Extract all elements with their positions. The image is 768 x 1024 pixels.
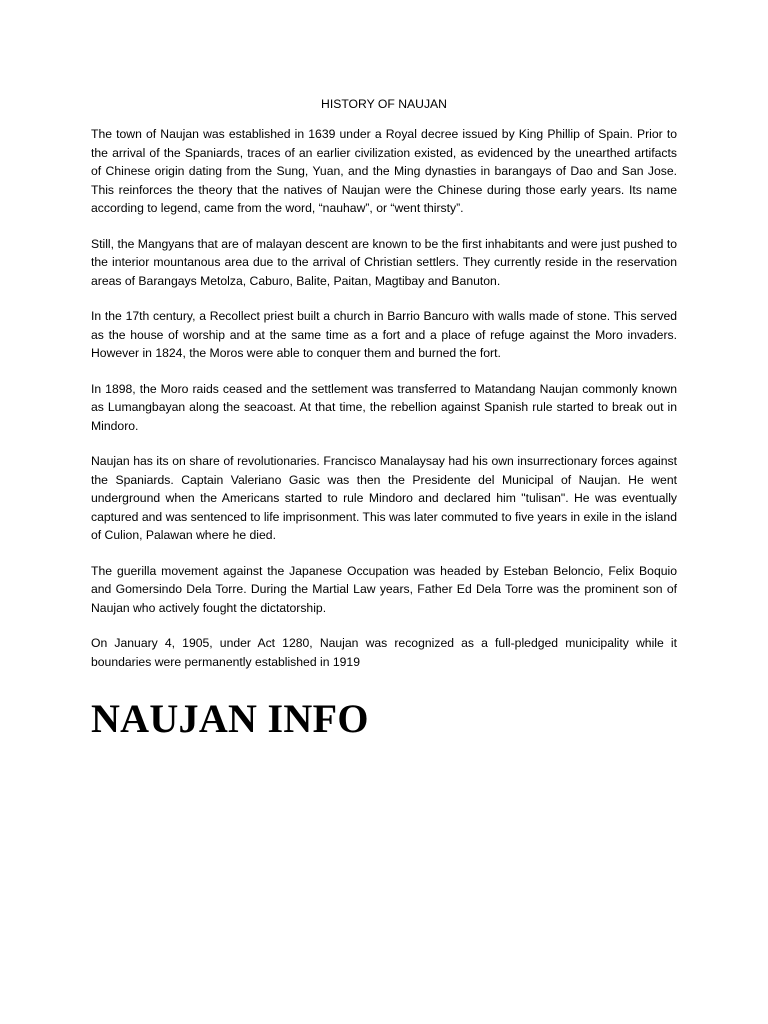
section-heading: NAUJAN INFO <box>91 696 369 741</box>
paragraph-church: In the 17th century, a Recollect priest built a church in Barrio Bancuro with walls made of stone. This served as the house of worship and at the same time as a fort and a place of refuge against the Moro invaders. However in 1824, the Moros were able to conquer them and burned the fort. <box>91 309 677 360</box>
document-body <box>91 95 677 743</box>
paragraph-founding: The town of Naujan was established in 1639 under a Royal decree issued by King Phillip of Spain. Prior to the arrival of the Spaniards, traces of an earlier civilization existed, as evidenced by the unearthed artifacts of Chinese origin dating from the Sung, Yuan, and the Ming dynasties in barangays of Dao and San Jose. This reinforces the theory that the natives of Naujan were the Chinese during those early years. Its name according to legend, came from the word, “nauhaw”, or “went thirsty”. <box>91 127 677 215</box>
paragraph-moro-raids: In 1898, the Moro raids ceased and the settlement was transferred to Matandang Naujan commonly known as Lumangbayan along the seacoast. At that time, the rebellion against Spanish rule started to break out in Mindoro. <box>91 381 677 433</box>
paragraph-guerilla: The guerilla movement against the Japanese Occupation was headed by Esteban Beloncio, Felix Boquio and Gomersindo Dela Torre. During the Martial Law years, Father Ed Dela Torre was the prominent son of Naujan who actively fought the dictatorship. <box>91 563 677 615</box>
paragraph-municipality: On January 4, 1905, under Act 1280, Naujan was recognized as a full-pledged municipality while it boundaries were permanently established in 1919 <box>91 636 677 669</box>
document-title: HISTORY OF NAUJAN <box>321 97 447 111</box>
paragraph-mangyans: Still, the Mangyans that are of malayan descent are known to be the first inhabitants and were just pushed to the interior mountanous area due to the arrival of Christian settlers. They currently reside in the reservation areas of Barangays Metolza, Caburo, Balite, Paitan, Magtibay and Banuton. <box>91 236 677 288</box>
paragraph-revolutionaries: Naujan has its on share of revolutionaries. Francisco Manalaysay had his own insurrectionary forces against the Spaniards. Captain Valeriano Gasic was then the Presidente del Municipal of Naujan. He went underground when the Americans started to rule Mindoro and declared him "tulisan". He was eventually captured and was sentenced to life imprisonment. This was later commuted to five years in exile in the island of Culion, Palawan where he died. <box>91 454 677 542</box>
